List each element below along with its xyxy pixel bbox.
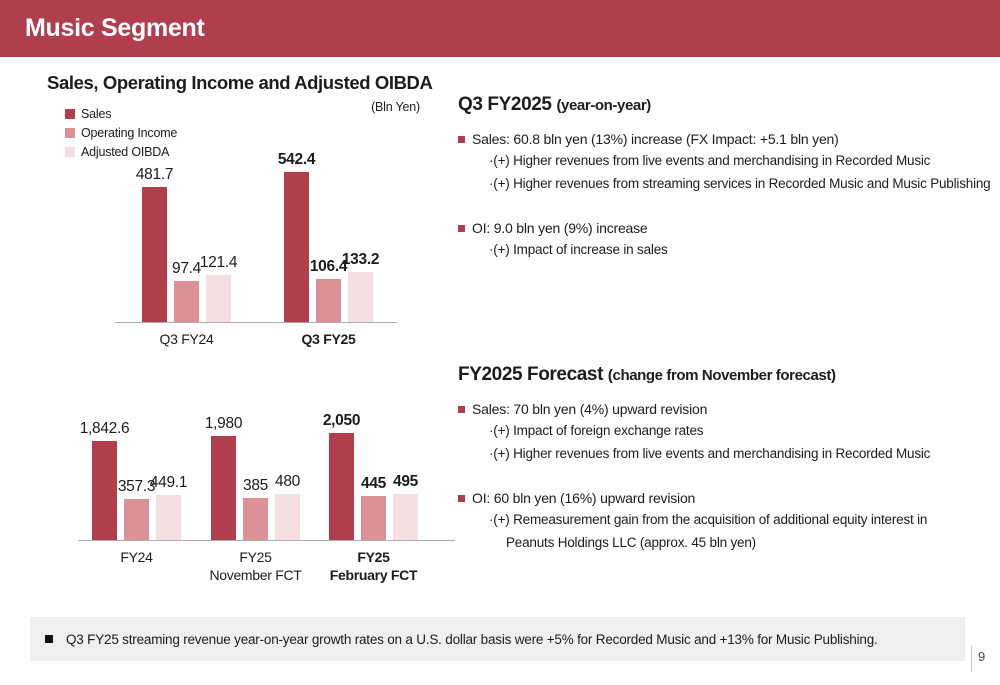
legend-item: [65, 123, 177, 142]
sub-bullet-continuation: Peanuts Holdings LLC (approx. 45 bln yen): [506, 534, 756, 550]
bullet-group: [458, 217, 993, 262]
chart-legend: [65, 104, 177, 161]
footnote-text: Q3 FY25 streaming revenue year-on-year growth rates on a U.S. dollar basis were +5% for Recorded Music and +13% for Music Publishing.: [66, 631, 878, 647]
sub-bullet-text: ·(+) Impact of foreign exchange rates: [489, 423, 704, 438]
bullet-item: [458, 487, 993, 509]
bar-value-label: 445: [361, 475, 386, 492]
sub-bullet-list: [489, 420, 993, 465]
category-label: [302, 330, 356, 348]
category-label-line: FY25: [239, 549, 272, 565]
bar-value-label: 385: [243, 477, 268, 494]
footnote-bar: [30, 617, 965, 661]
category-label-line: February FCT: [329, 567, 418, 583]
bullet-group: [458, 487, 993, 554]
section-heading-main: Q3 FY2025: [458, 94, 557, 115]
bar-value-label: 1,842.6: [79, 420, 130, 437]
category-label-line: FY25: [357, 549, 390, 565]
bar-operating-income: [316, 279, 341, 322]
sub-bullet-text: ·(+) Impact of increase in sales: [489, 242, 668, 257]
sub-bullet-text: ·(+) Higher revenues from streaming services in Recorded Music and Music Publishing: [489, 175, 991, 191]
sub-bullet-list: [489, 509, 993, 554]
legend-swatch-icon: [65, 128, 75, 138]
bullet-group: [458, 398, 993, 465]
bar-value-label: 97.4: [172, 260, 201, 277]
section-heading-main: FY2025 Forecast: [458, 364, 608, 385]
bullet-square-icon: [458, 406, 465, 413]
commentary-section: [458, 364, 993, 554]
bar-value-label: 2,050: [322, 412, 361, 429]
bar-sales: [92, 441, 117, 540]
bar-adjusted-oibda: [275, 494, 300, 540]
bullet-item: [458, 398, 993, 420]
bullet-square-icon: [458, 136, 465, 143]
legend-item: [65, 142, 177, 161]
bar-operating-income: [174, 281, 199, 322]
chart-section-title: Sales, Operating Income and Adjusted OIBDA: [47, 72, 433, 93]
category-label-line: Q3 FY24: [159, 331, 214, 347]
bullet-square-icon: [458, 225, 465, 232]
bullet-text: OI: 9.0 bln yen (9%) increase: [472, 220, 648, 236]
legend-label: Adjusted OIBDA: [81, 144, 170, 159]
bar-value-label: 133.2: [341, 251, 380, 268]
bar-sales: [284, 172, 309, 322]
bar-value-label: 480: [275, 473, 300, 490]
sub-bullet-list: [489, 150, 993, 195]
section-heading: [458, 94, 993, 116]
bar-adjusted-oibda: [206, 275, 231, 322]
page-number: 9: [978, 649, 986, 664]
slide-title: Music Segment: [25, 14, 205, 42]
bar-value-label: 1,980: [204, 415, 243, 432]
sub-bullet-text: ·(+) Higher revenues from live events and merchandising in Recorded Music: [489, 445, 931, 461]
slide-title-bar: [0, 0, 1000, 57]
bar-value-label: 121.4: [199, 254, 238, 271]
category-label: [160, 330, 214, 348]
category-label-line: November FCT: [209, 567, 302, 583]
bar-adjusted-oibda: [393, 494, 418, 540]
bar-value-label: 542.4: [277, 151, 316, 168]
bar-sales: [211, 436, 236, 540]
x-axis-line: [78, 540, 455, 541]
chart-unit-label: (Bln Yen): [371, 100, 420, 114]
bar-operating-income: [243, 498, 268, 540]
legend-label: Operating Income: [81, 125, 178, 140]
bullet-square-icon: [458, 495, 465, 502]
bullet-text: Sales: 70 bln yen (4%) upward revision: [472, 401, 708, 417]
bar-operating-income: [361, 496, 386, 540]
legend-label: Sales: [81, 106, 112, 121]
sub-bullet-list: [489, 239, 993, 262]
footnote-bullet-icon: [45, 635, 53, 643]
bullet-group: [458, 128, 993, 195]
bar-sales: [142, 187, 167, 322]
section-heading-note: (year-on-year): [556, 97, 651, 114]
section-heading-note: (change from November forecast): [607, 367, 836, 384]
bar-sales: [329, 433, 354, 540]
bar-adjusted-oibda: [156, 495, 181, 540]
category-label-line: FY24: [120, 549, 153, 565]
bullet-text: OI: 60 bln yen (16%) upward revision: [472, 490, 696, 506]
category-label-line: Q3 FY25: [301, 331, 356, 347]
bar-value-label: 357.3: [117, 478, 156, 495]
category-label: [120, 548, 152, 566]
bar-value-label: 481.7: [135, 166, 174, 183]
bar-value-label: 495: [393, 473, 418, 490]
x-axis-line: [115, 322, 397, 323]
bullet-item: [458, 217, 993, 239]
page-number-divider: [971, 646, 972, 672]
bar-value-label: 449.1: [149, 474, 188, 491]
bullet-item: [458, 128, 993, 150]
commentary-section: [458, 94, 993, 262]
bar-operating-income: [124, 499, 149, 540]
sub-bullet-text: ·(+) Higher revenues from live events and merchandising in Recorded Music: [489, 153, 931, 168]
legend-swatch-icon: [65, 147, 75, 157]
sub-bullet-text: ·(+) Remeasurement gain from the acquisition of additional equity interest in: [489, 512, 928, 527]
legend-item: [65, 104, 177, 123]
section-heading: [458, 364, 993, 386]
legend-swatch-icon: [65, 109, 75, 119]
category-label: [209, 548, 301, 584]
bar-adjusted-oibda: [348, 272, 373, 322]
bar-value-label: 106.4: [309, 258, 348, 275]
bullet-text: Sales: 60.8 bln yen (13%) increase (FX Impact: +5.1 bln yen): [472, 131, 839, 147]
category-label: [330, 548, 417, 584]
